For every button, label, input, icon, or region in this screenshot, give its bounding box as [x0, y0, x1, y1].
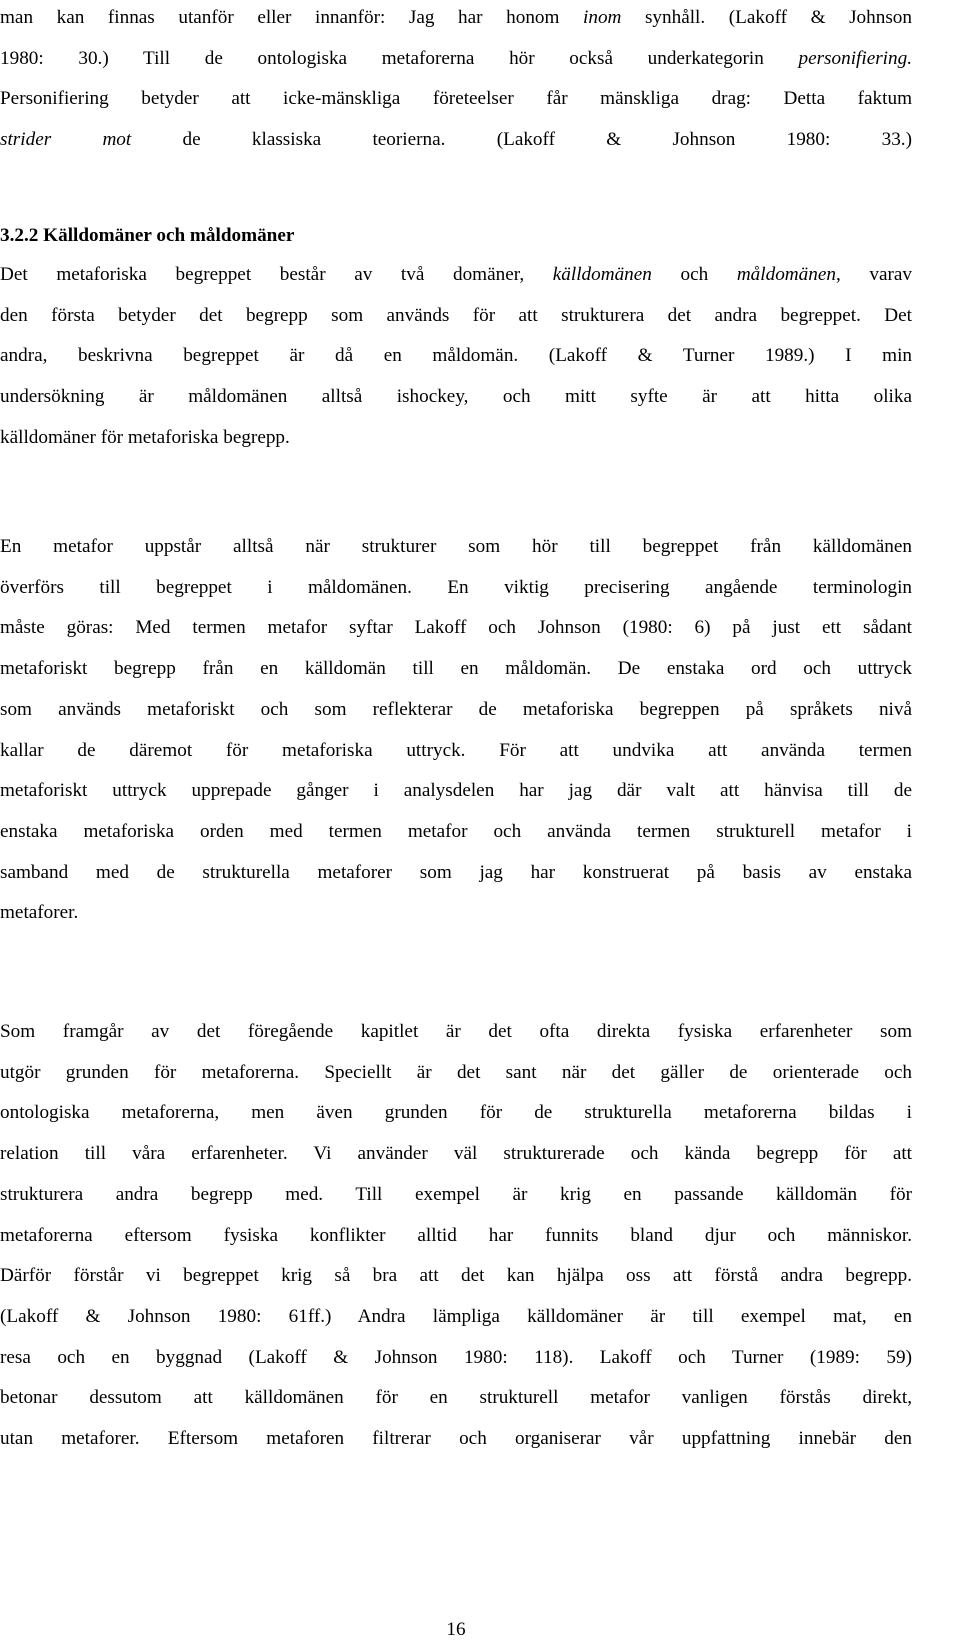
paragraph-continuation: [0, 0, 912, 161]
text-line: metaforiskt uttryck upprepade gånger i analysdelen har jag där valt att hänvisa till de: [0, 780, 912, 802]
text-line: betonar dessutom att källdomänen för en strukturell metafor vanligen förstås direkt,: [0, 1387, 912, 1409]
italic-term: strider mot: [0, 129, 132, 151]
text-line: Personifiering betyder att icke-mänskliga företeelser får mänskliga drag: Detta faktum: [0, 88, 912, 110]
text-line: samband med de strukturella metaforer som jag har konstruerat på basis av enstaka: [0, 861, 912, 883]
text-line: metaforerna eftersom fysiska konflikter alltid har funnits bland djur och människor.: [0, 1224, 912, 1246]
section-heading: 3.2.2 Källdomäner och måldomäner: [0, 225, 295, 246]
text-line: relation till våra erfarenheter. Vi använder väl strukturerade och kända begrepp för att: [0, 1143, 912, 1165]
italic-term: personifiering.: [798, 47, 912, 69]
text-line: (Lakoff & Johnson 1980: 61ff.) Andra lämpliga källdomäner är till exempel mat, en: [0, 1305, 912, 1327]
text-line: Därför förstår vi begreppet krig så bra att det kan hjälpa oss att förstå andra begrepp.: [0, 1265, 912, 1287]
text-line: Som framgår av det föregående kapitlet är det ofta direkta fysiska erfarenheter som: [0, 1021, 912, 1042]
text-line: man kan finnas utanför eller innanför: Jag har honom inom synhåll. (Lakoff & Johnson: [0, 7, 912, 28]
italic-term: inom: [583, 7, 622, 28]
text-line: andra, beskrivna begreppet är då en måldomän. (Lakoff & Turner 1989.) I min: [0, 345, 912, 367]
text-line: 1980: 30.) Till de ontologiska metaforerna hör också underkategorin personifiering.: [0, 47, 912, 69]
text-line: metaforiskt begrepp från en källdomän till en måldomän. De enstaka ord och uttryck: [0, 658, 912, 680]
text-line: källdomäner för metaforiska begrepp.: [0, 426, 290, 448]
text-line: utgör grunden för metaforerna. Speciellt är det sant när det gäller de orienterade och: [0, 1061, 912, 1083]
text-line: som används metaforiskt och som reflekterar de metaforiska begreppen på språkets nivå: [0, 698, 912, 720]
paragraph-source-target-domains: [0, 255, 912, 459]
text-line: strukturera andra begrepp med. Till exempel är krig en passande källdomän för: [0, 1183, 912, 1205]
text-line: ontologiska metaforerna, men även grunden för de strukturella metaforerna bildas i: [0, 1102, 912, 1124]
text-line: överförs till begreppet i måldomänen. En viktig precisering angående terminologin: [0, 576, 912, 598]
text-line: En metafor uppstår alltså när strukturer som hör till begreppet från källdomänen: [0, 536, 912, 557]
text-line: måste göras: Med termen metafor syftar Lakoff och Johnson (1980: 6) på just ett sådant: [0, 617, 912, 639]
page-number: 16: [446, 1619, 466, 1640]
paragraph-metaphor-terminology: [0, 527, 912, 934]
paragraph-experience-basis: [0, 1012, 912, 1460]
text-line: Det metaforiska begreppet består av två domäner, källdomänen och måldomänen, varav: [0, 264, 912, 285]
text-line: strider mot de klassiska teorierna. (Lakoff & Johnson 1980: 33.): [0, 129, 912, 151]
text-line: kallar de däremot för metaforiska uttryck. För att undvika att använda termen: [0, 739, 912, 761]
italic-term: källdomänen: [552, 264, 652, 285]
italic-term: måldomänen: [736, 264, 836, 285]
text-line: enstaka metaforiska orden med termen metafor och använda termen strukturell metafor i: [0, 820, 912, 842]
text-line: utan metaforer. Eftersom metaforen filtrerar och organiserar vår uppfattning innebär den: [0, 1428, 912, 1450]
text-line: undersökning är måldomänen alltså ishockey, och mitt syfte är att hitta olika: [0, 386, 912, 408]
text-line: resa och en byggnad (Lakoff & Johnson 1980: 118). Lakoff och Turner (1989: 59): [0, 1346, 912, 1368]
text-line: den första betyder det begrepp som används för att strukturera det andra begreppet. Det: [0, 304, 912, 326]
text-line: metaforer.: [0, 902, 79, 924]
